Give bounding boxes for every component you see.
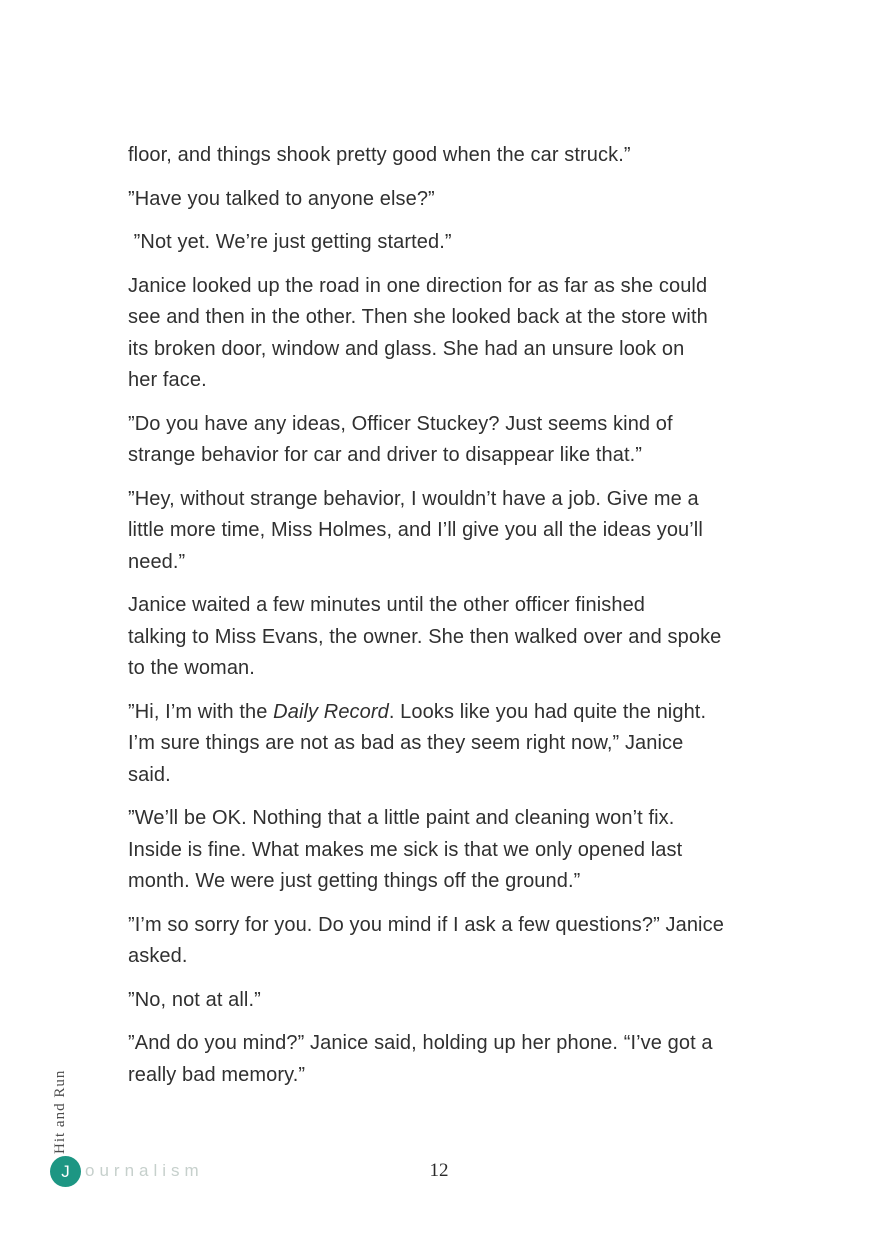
text-line: said.	[128, 763, 171, 786]
text-line: ”No, not at all.”	[128, 988, 261, 1011]
text-line: ”We’ll be OK. Nothing that a little paint and cleaning won’t fix.	[128, 807, 675, 829]
text-line: need.”	[128, 550, 186, 573]
text-line: I’m sure things are not as bad as they seem right now,” Janice	[128, 732, 684, 754]
text-line: its broken door, window and glass. She had an unsure look on	[128, 337, 685, 360]
text-line: Janice looked up the road in one direction for as far as she could	[128, 274, 708, 297]
text-line: to the woman.	[128, 657, 255, 679]
paragraph	[128, 985, 776, 1017]
text-line: ”Not yet. We’re just getting started.”	[128, 231, 452, 253]
text-line: ”Hey, without strange behavior, I wouldn’t have a job. Give me a	[128, 487, 699, 510]
text-line	[128, 697, 776, 729]
publication-name: Daily Record	[273, 700, 389, 723]
text-line: ”And do you mind?” Janice said, holding up her phone. “I’ve got a	[128, 1032, 713, 1054]
text-line: her face.	[128, 369, 207, 391]
text-line: talking to Miss Evans, the owner. She then walked over and spoke	[128, 625, 722, 648]
page-number: 12	[429, 1160, 449, 1181]
text-segment: . Looks like you had quite the night.	[388, 700, 707, 723]
paragraph	[128, 184, 776, 216]
text-line: Inside is fine. What makes me sick is that we only opened last	[128, 838, 683, 861]
text-line: ”Do you have any ideas, Officer Stuckey? Just seems kind of	[128, 412, 673, 435]
text-line: ”Have you talked to anyone else?”	[128, 187, 435, 210]
chapter-spine-title: Hit and Run	[52, 1069, 68, 1154]
text-line: ”I’m so sorry for you. Do you mind if I ask a few questions?” Janice	[128, 913, 724, 936]
text-line: strange behavior for car and driver to disappear like that.”	[128, 444, 643, 466]
text-line: Janice waited a few minutes until the other officer finished	[128, 594, 646, 616]
logo-wordmark: ournalism	[85, 1161, 204, 1180]
story-text	[128, 140, 776, 1103]
text-line: month. We were just getting things off the ground.”	[128, 870, 581, 892]
paragraph	[128, 140, 776, 172]
text-line: really bad memory.”	[128, 1063, 306, 1086]
text-line: see and then in the other. Then she looked back at the store with	[128, 306, 708, 328]
text-line: asked.	[128, 945, 188, 967]
text-line: floor, and things shook pretty good when the car struck.”	[128, 144, 631, 166]
text-segment: ”Hi, I’m with the	[128, 700, 274, 723]
text-line: little more time, Miss Holmes, and I’ll give you all the ideas you’ll	[128, 519, 703, 541]
paragraph	[128, 227, 776, 259]
logo-initial: J	[61, 1161, 70, 1181]
